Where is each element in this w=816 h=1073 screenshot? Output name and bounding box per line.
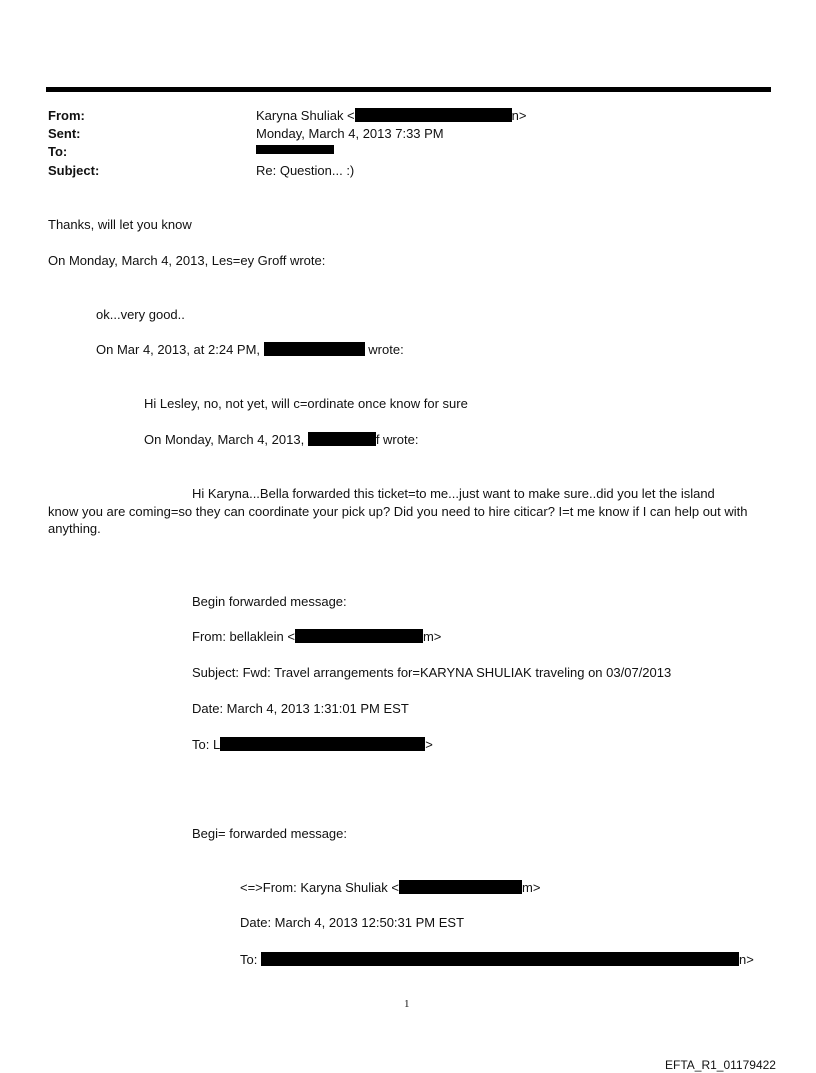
reply-text: Thanks, will let you know: [48, 217, 192, 232]
forward1-from: [192, 629, 441, 645]
forward2-title: Begi= forwarded message:: [192, 826, 348, 841]
to-label: To:: [48, 144, 68, 159]
redaction-bar: [261, 952, 739, 966]
forward1-from-pre: From: bellaklein <: [192, 629, 295, 644]
level3-first-line: Hi Karyna...Bella forwarded this ticket=to me...just want to make sure..did you let the island: [192, 486, 715, 501]
subject-label: Subject:: [48, 163, 100, 178]
redaction-bar: [308, 432, 376, 446]
level1-intro-post: wrote:: [368, 342, 404, 357]
forward2-to-pre: To:: [240, 952, 258, 967]
forward2-date: Date: March 4, 2013 12:50:31 PM EST: [240, 915, 465, 930]
level3-rest: know you are coming=so they can coordinate your pick up? Did you need to hire citicar? I=t me know if I can help out with anything.: [48, 504, 748, 536]
page-number: 1: [404, 998, 410, 1010]
forward2-to: [240, 952, 754, 968]
level1-intro: [96, 342, 404, 358]
quote1-intro: On Monday, March 4, 2013, Les=ey Groff wrote:: [48, 253, 326, 268]
level2-intro: [144, 432, 418, 448]
forward2-from-tail: m>: [521, 880, 541, 895]
from-name: Karyna Shuliak <: [256, 108, 355, 123]
redaction-bar: [256, 145, 334, 154]
level2-text: Hi Lesley, no, not yet, will c=ordinate once know for sure: [144, 396, 468, 411]
redaction-bar: [399, 880, 522, 894]
forward2-from-pre: <=>From: Karyna Shuliak <: [240, 880, 399, 895]
redaction-bar: [295, 629, 423, 643]
sent-label: Sent:: [48, 126, 81, 141]
redaction-bar: [264, 342, 365, 356]
level2-intro-pre: On Monday, March 4, 2013,: [144, 432, 305, 447]
header-rule: [46, 87, 771, 92]
level2-intro-post: f wrote:: [375, 432, 419, 447]
from-value: [256, 108, 526, 124]
sent-value: Monday, March 4, 2013 7:33 PM: [256, 126, 444, 141]
level1-intro-pre: On Mar 4, 2013, at 2:24 PM,: [96, 342, 261, 357]
from-label: From:: [48, 108, 85, 123]
level1-text: ok...very good..: [96, 307, 185, 322]
to-value: [256, 144, 334, 160]
forward1-from-tail: m>: [422, 629, 442, 644]
from-tail: n>: [511, 108, 527, 123]
forward1-subject: Subject: Fwd: Travel arrangements for=KARYNA SHULIAK traveling on 03/07/2013: [192, 665, 672, 680]
redaction-bar: [355, 108, 512, 122]
subject-value: Re: Question... :): [256, 163, 355, 178]
forward2-from: [240, 880, 540, 896]
forward2-to-tail: n>: [738, 952, 754, 967]
redaction-bar: [220, 737, 425, 751]
document-id: EFTA_R1_01179422: [665, 1058, 776, 1072]
forward1-date: Date: March 4, 2013 1:31:01 PM EST: [192, 701, 409, 716]
forward1-to-tail: >: [425, 737, 433, 752]
forward1-to-pre: To: L: [192, 737, 221, 752]
forward1-title: Begin forwarded message:: [192, 594, 347, 609]
forward1-to: [192, 737, 433, 753]
